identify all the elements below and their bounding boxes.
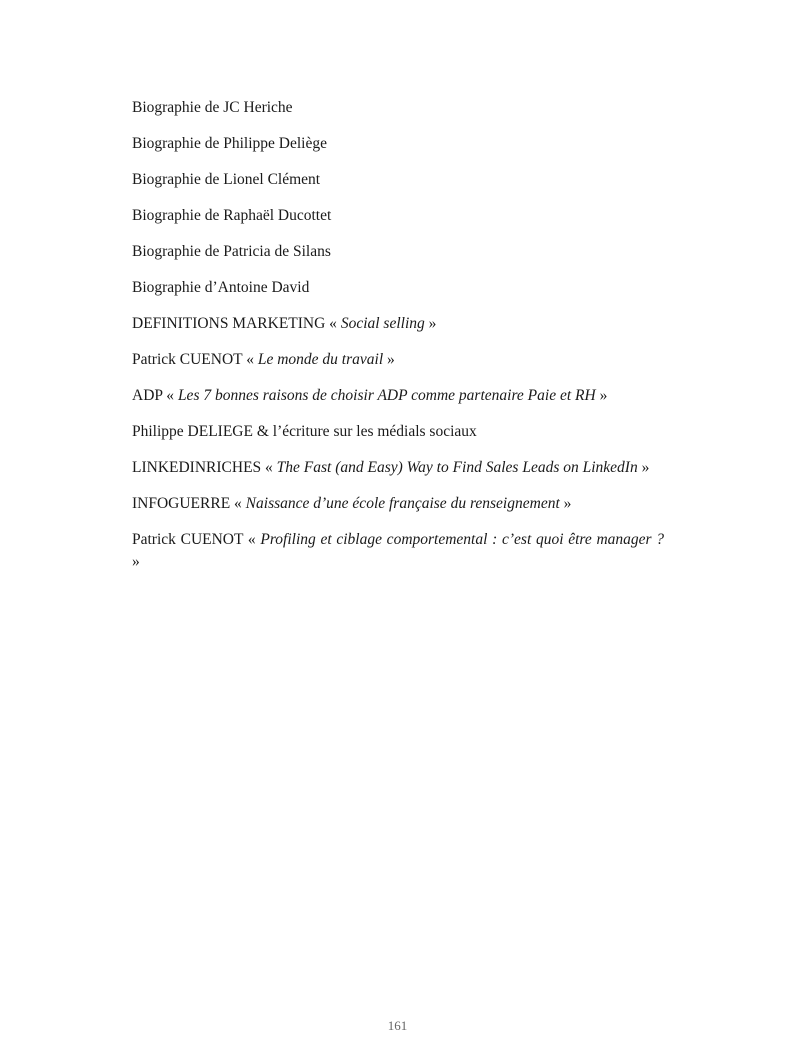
list-item [132, 133, 664, 155]
list-item [132, 421, 664, 443]
entry-title: Naissance d’une école française du renseignement [245, 495, 560, 512]
entry-text: Patrick CUENOT « [132, 351, 258, 368]
entry-text: ADP « [132, 387, 178, 404]
entry-text: Biographie de Lionel Clément [132, 171, 321, 188]
entry-title: The Fast (and Easy) Way to Find Sales Leads on LinkedIn [276, 459, 638, 476]
entry-suffix: » [637, 459, 650, 476]
entry-title: Profiling et ciblage comportemental : c’est quoi être manager ? [260, 531, 665, 548]
entry-text: LINKEDINRICHES « [132, 459, 277, 476]
entry-text: Biographie de Patricia de Silans [132, 243, 331, 260]
entry-text: Biographie de JC Heriche [132, 99, 293, 116]
list-item [132, 169, 664, 191]
list-item [132, 97, 664, 119]
list-item [132, 457, 664, 479]
entry-suffix: » [595, 387, 608, 404]
list-item [132, 313, 664, 335]
entry-suffix: » [424, 315, 437, 332]
list-item [132, 493, 664, 515]
list-item [132, 241, 664, 263]
entry-title: Les 7 bonnes raisons de choisir ADP comme partenaire Paie et RH [177, 387, 596, 404]
entry-suffix: » [559, 495, 572, 512]
entry-title: Le monde du travail [257, 351, 384, 368]
entry-text: Philippe DELIEGE & l’écriture sur les médials sociaux [132, 423, 477, 440]
reference-list [132, 97, 664, 587]
entry-text: Patrick CUENOT « [132, 531, 261, 548]
page-number: 161 [387, 1018, 408, 1033]
entry-title: Social selling [340, 315, 425, 332]
entry-text: DEFINITIONS MARKETING « [132, 315, 341, 332]
list-item [132, 349, 664, 371]
entry-suffix: » [132, 553, 140, 570]
list-item [132, 205, 664, 227]
entry-suffix: » [383, 351, 395, 368]
list-item [132, 529, 664, 573]
list-item [132, 277, 664, 299]
entry-text: Biographie de Philippe Deliège [132, 135, 327, 152]
entry-text: INFOGUERRE « [132, 495, 246, 512]
entry-text: Biographie d’Antoine David [132, 279, 310, 296]
list-item [132, 385, 664, 407]
entry-text: Biographie de Raphaël Ducottet [132, 207, 332, 224]
